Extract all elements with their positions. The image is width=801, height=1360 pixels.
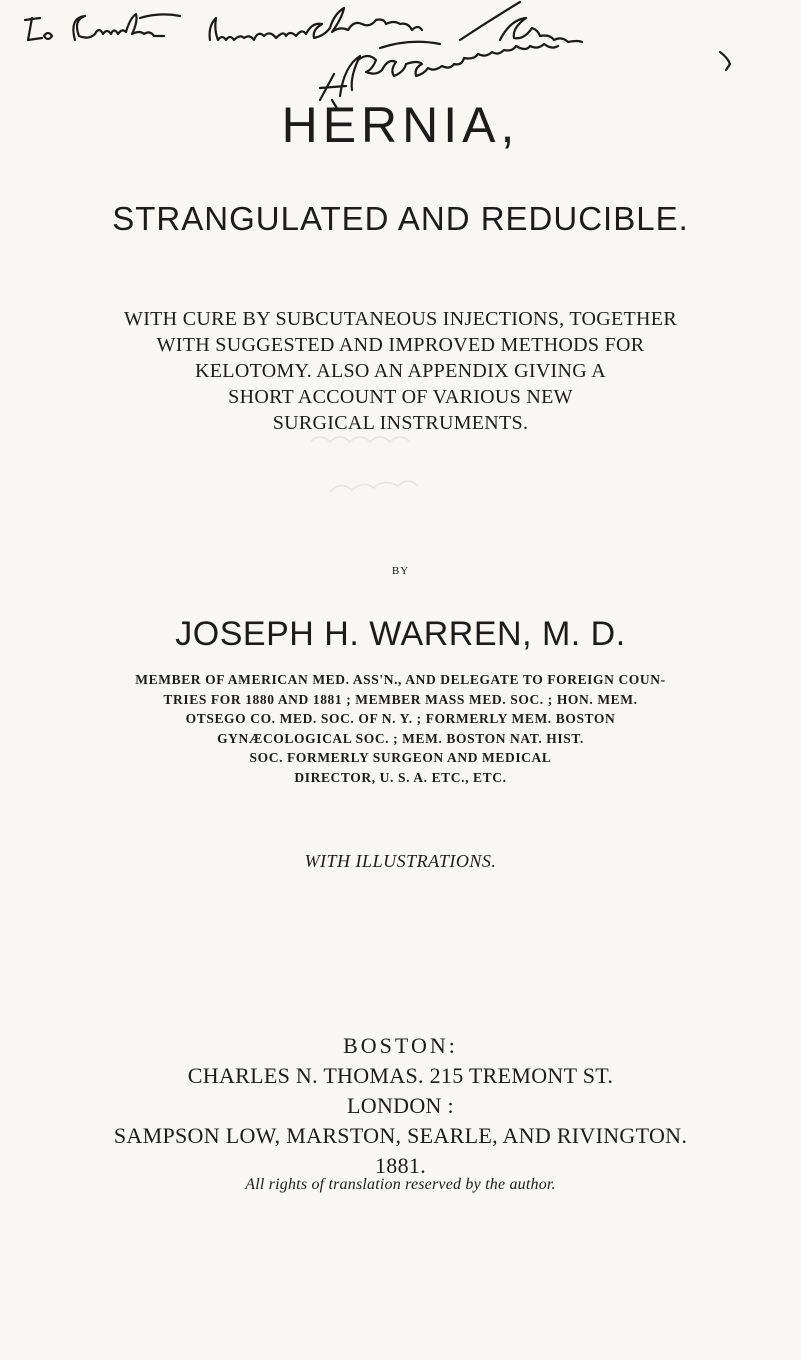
handwritten-inscription [20, 0, 740, 110]
imprint-publisher: SAMPSON LOW, MARSTON, SEARLE, AND RIVINGTON. [113, 1123, 688, 1148]
description-line: WITH SUGGESTED AND IMPROVED METHODS FOR [156, 334, 645, 356]
imprint-publisher: CHARLES N. THOMAS. 215 TREMONT ST. [187, 1063, 614, 1088]
imprint [0, 1031, 801, 1181]
credentials-line: OTSEGO CO. MED. SOC. OF N. Y. ; FORMERLY MEM. BOSTON [185, 711, 616, 726]
description-line: KELOTOMY. ALSO AN APPENDIX GIVING A [195, 360, 606, 382]
book-title: HERNIA, [281, 97, 520, 153]
credentials-line: TRIES FOR 1880 AND 1881 ; MEMBER MASS MED. SOC. ; HON. MEM. [163, 691, 638, 707]
illustrations-note: WITH ILLUSTRATIONS. [304, 851, 497, 871]
description-line: SURGICAL INSTRUMENTS. [272, 412, 529, 434]
description-line: WITH CURE BY SUBCUTANEOUS INJECTIONS, TOGETHER [124, 308, 677, 330]
author-credentials [0, 670, 801, 787]
imprint-city: BOSTON: [343, 1033, 458, 1058]
by-label: BY [391, 565, 410, 577]
credentials-line: SOC. FORMERLY SURGEON AND MEDICAL [249, 750, 552, 765]
credentials-line: DIRECTOR, U. S. A. ETC., ETC. [294, 769, 507, 785]
description [0, 306, 801, 436]
book-subtitle: STRANGULATED AND REDUCIBLE. [112, 200, 689, 237]
rights-notice: All rights of translation reserved by the author. [245, 1176, 556, 1193]
imprint-city: LONDON : [347, 1093, 454, 1118]
credentials-line: GYNÆCOLOGICAL SOC. ; MEM. BOSTON NAT. HIST. [217, 730, 584, 746]
description-line: SHORT ACCOUNT OF VARIOUS NEW [228, 386, 573, 408]
imprint-year: 1881. [375, 1153, 426, 1178]
author-name: JOSEPH H. WARREN, M. D. [175, 615, 626, 653]
credentials-line: MEMBER OF AMERICAN MED. ASS'N., AND DELEGATE TO FOREIGN COUN- [135, 672, 666, 687]
